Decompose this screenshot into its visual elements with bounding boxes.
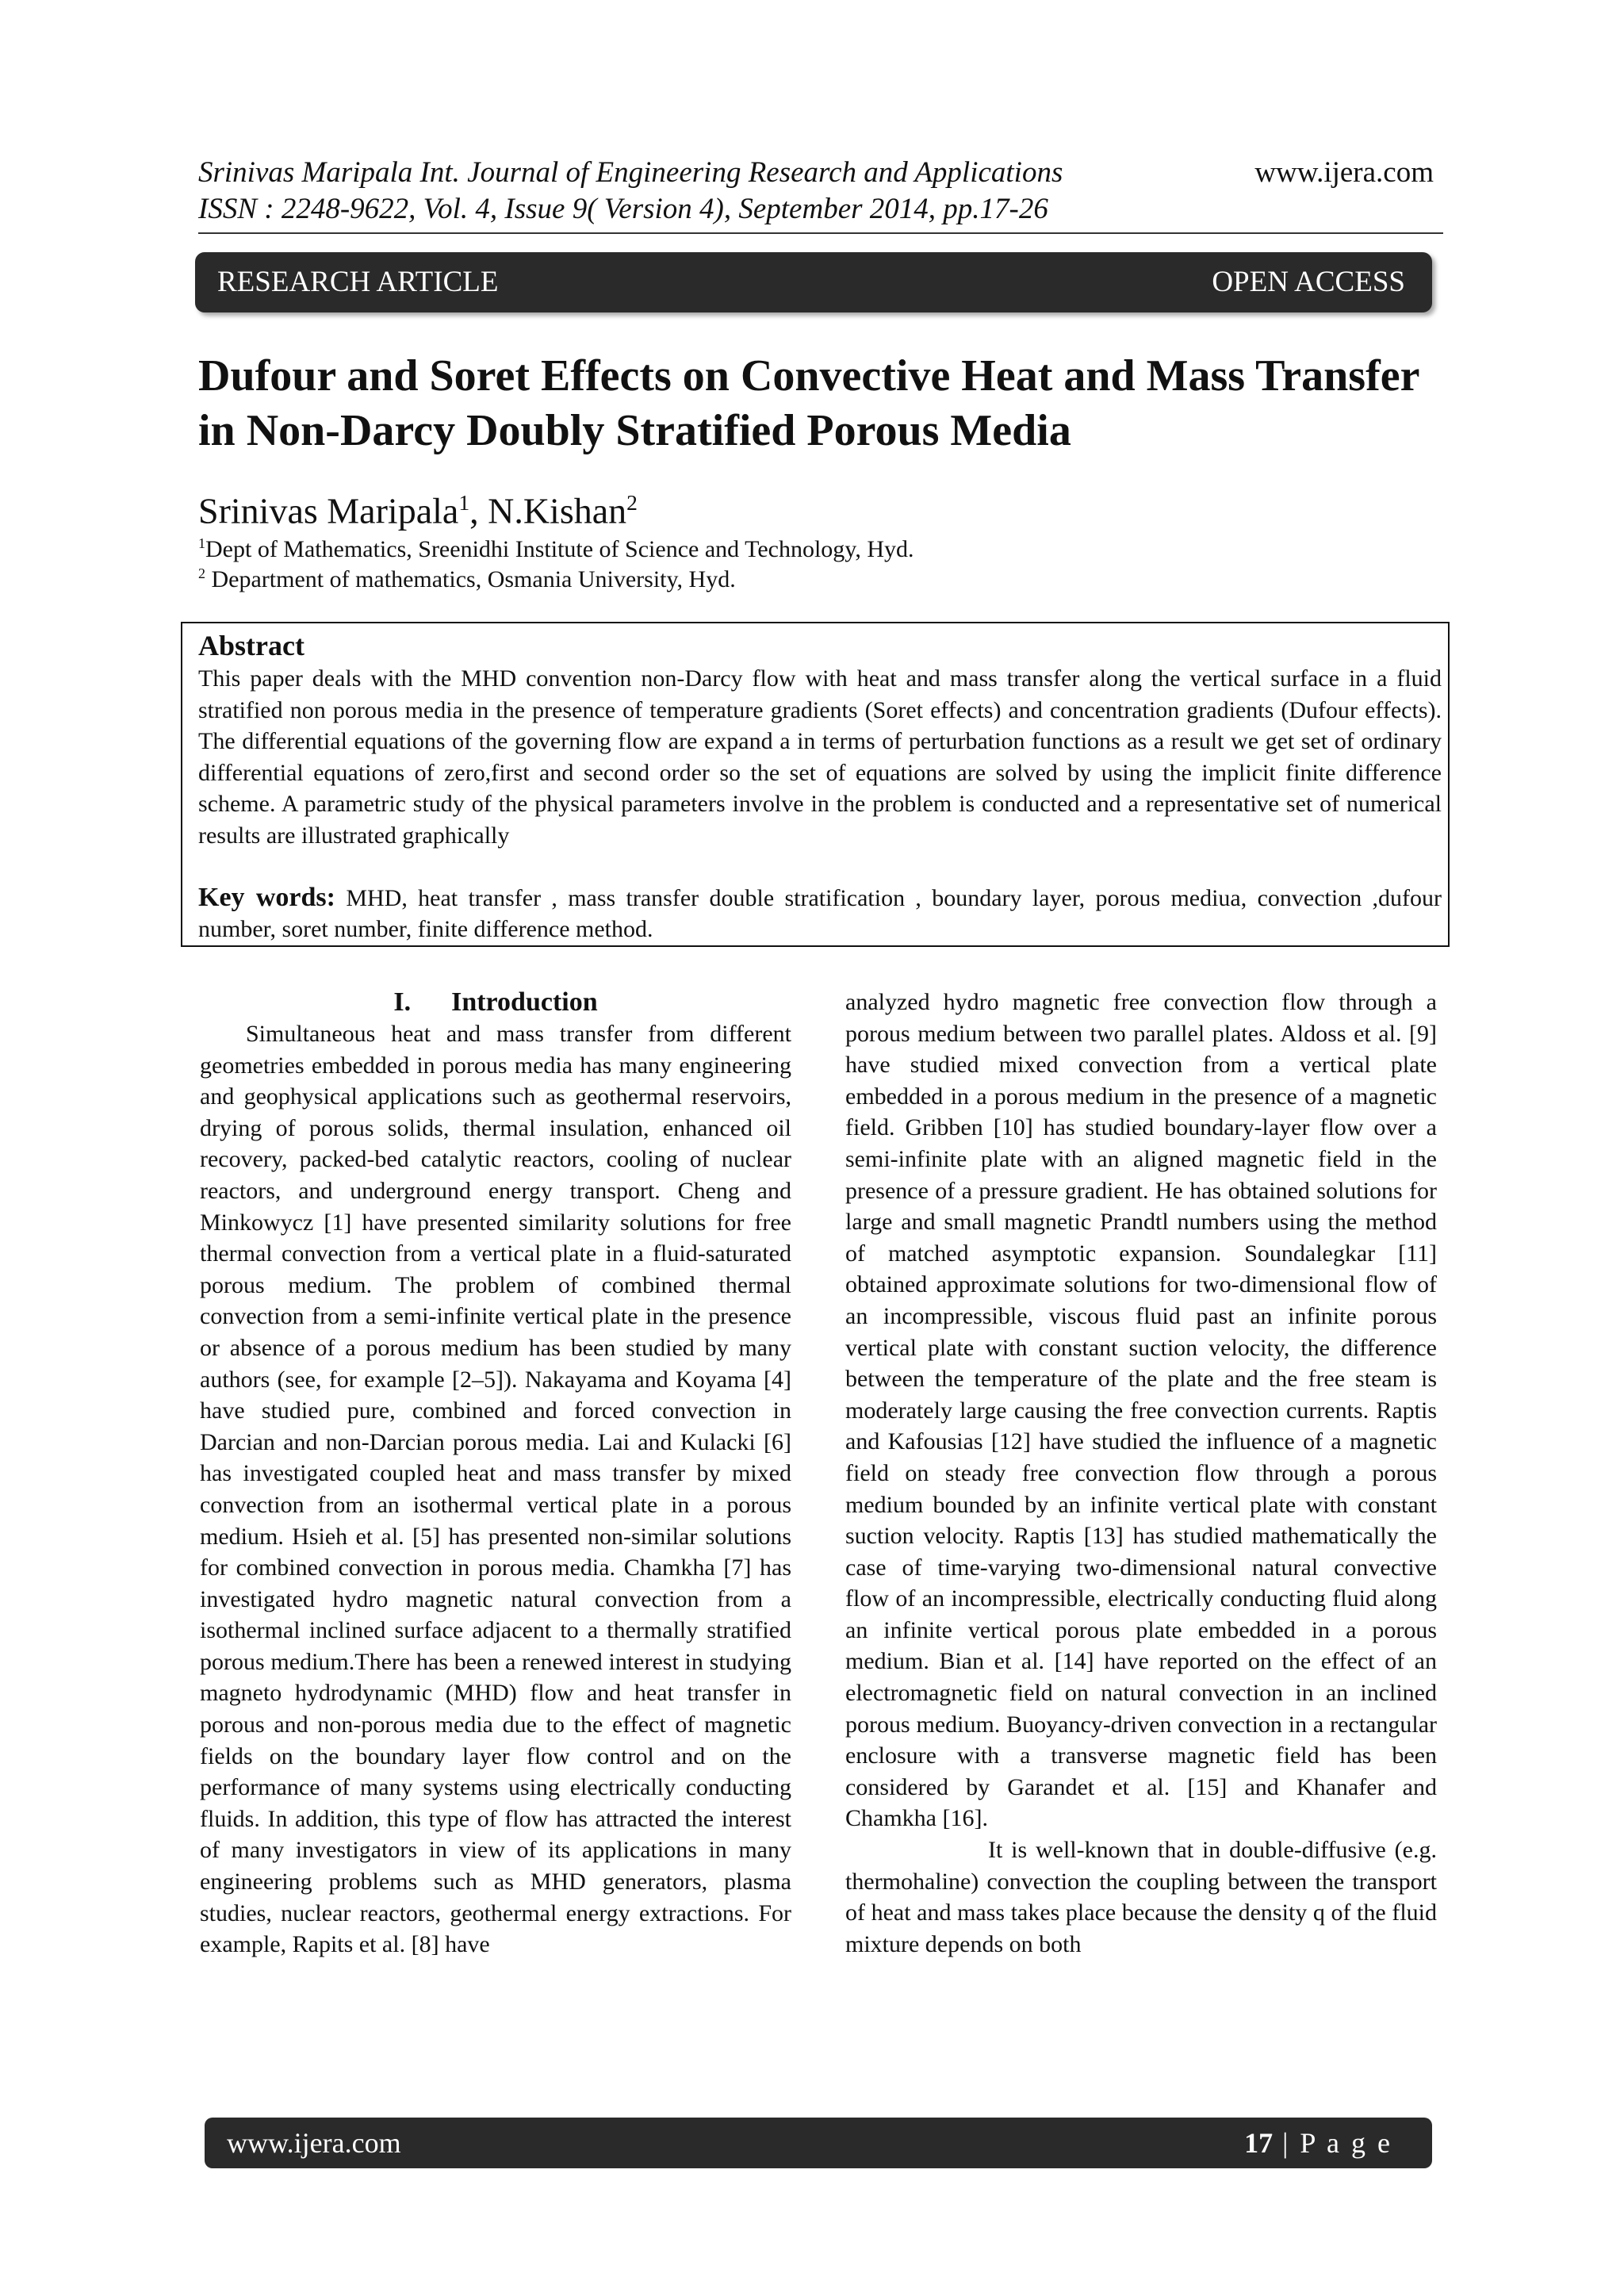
abstract-text: This paper deals with the MHD convention non-Darcy flow with heat and mass transfer along the vertical surface in a fluid stratified non porous media in the presence of temperature gradients (Soret effects) and concentration gradients (Dufour effects). The differential equations of the governing flow are expand a in terms of perturbation functions as a result we get set of ordinary differential equations of zero,first and second order so the set of equations are solved by using the implicit finite difference scheme. A parametric study of the physical parameters involve in the problem is conducted and a representative set of numerical results are illustrated graphically	[198, 665, 1442, 849]
intro-paragraph-1-continued: analyzed hydro magnetic free convection flow through a porous medium between two parallel plates. Aldoss et al. [9] have studied mixed convection from a vertical plate embedded in a porous medium in the presence of a magnetic field. Gribben [10] has studied boundary-layer flow over a semi-infinite plate with an aligned magnetic field in the presence of a pressure gradient. He has obtained solutions for large and small magnetic Prandtl numbers using the method of matched asymptotic expansion. Soundalegkar [11] obtained approximate solutions for two-dimensional flow of an incompressible, viscous fluid past an infinite porous vertical plate with constant suction velocity, the difference between the temperature of the plate and the free steam is moderately large causing the free convection currents. Raptis and Kafousias [12] have studied the influence of a magnetic field on steady free convection flow through a porous medium bounded by an infinite vertical plate with constant suction velocity. Raptis [13] has studied mathematically the case of time-varying two-dimensional natural convective flow of an incompressible, electrically conducting fluid along an infinite vertical porous plate embedded in a porous medium. Bian et al. [14] have reported on the effect of an electromagnetic field on natural convection in an inclined porous medium. Buoyancy-driven convection in a rectangular enclosure with a transverse magnetic field has been considered by Garandet et al. [15] and Khanafer and Chamkha [16].	[845, 989, 1437, 1832]
open-access-label: OPEN ACCESS	[1212, 266, 1405, 298]
affiliation-1-mark: 1	[198, 535, 205, 551]
article-type-banner	[195, 252, 1432, 312]
intro-paragraph-1: Simultaneous heat and mass transfer from different geometries embedded in porous media has many engineering and geophysical applications such as geothermal reservoirs, drying of porous solids, thermal insulation, enhanced oil recovery, packed-bed catalytic reactors, cooling of nuclear reactors, and underground energy transport. Cheng and Minkowycz [1] have presented similarity solutions for free thermal convection from a vertical plate in a fluid-saturated porous medium. The problem of combined thermal convection from a semi-infinite vertical plate in the presence or absence of a porous medium has been studied by many authors (see, for example [2–5]). Nakayama and Koyama [4] have studied pure, combined and forced convection in Darcian and non-Darcian porous media. Lai and Kulacki [6] has investigated coupled heat and mass transfer by mixed convection from an isothermal vertical plate in a porous medium. Hsieh et al. [5] has presented non-similar solutions for combined convection in porous media. Chamkha [7] has investigated hydro magnetic natural convection from a isothermal inclined surface adjacent to a thermally stratified porous medium.There has been a renewed interest in studying magneto hydrodynamic (MHD) flow and heat transfer in porous and non-porous media due to the effect of magnetic fields on the boundary layer flow control and on the performance of many systems using electrically conducting fluids. In addition, this type of flow has attracted the interest of many investigators in view of its applications in many engineering problems such as MHD generators, plasma studies, nuclear reactors, geothermal energy extractions. For example, Rapits et al. [8] have	[200, 1021, 791, 1958]
keywords-text: MHD, heat transfer , mass transfer double stratification , boundary layer, porous mediua, convection ,dufour number, soret number, finite difference method.	[198, 885, 1442, 942]
journal-website[interactable]: www.ijera.com	[1254, 156, 1434, 189]
page-label: | P a g e	[1273, 2127, 1392, 2159]
header-rule	[198, 232, 1443, 234]
keywords	[198, 882, 1442, 945]
page-footer	[205, 2118, 1432, 2168]
title-line-2: in Non-Darcy Doubly Stratified Porous Media	[198, 406, 1071, 455]
author-1-affiliation-mark: 1	[458, 490, 470, 515]
author-2: N.Kishan	[488, 490, 627, 531]
abstract-box	[181, 622, 1450, 947]
affiliation-2	[198, 558, 736, 595]
intro-paragraph-2: It is well-known that in double-diffusive (e.g. thermohaline) convection the coupling between the transport of heat and mass takes place because the density q of the fluid mixture depends on both	[845, 1837, 1437, 1957]
author-separator: ,	[469, 490, 488, 531]
author-1: Srinivas Maripala	[198, 490, 459, 531]
research-article-label: RESEARCH ARTICLE	[217, 266, 499, 298]
page-number: 17	[1244, 2127, 1274, 2159]
paper-title	[198, 349, 1467, 458]
affiliation-1-text: Dept of Mathematics, Sreenidhi Institute of Science and Technology, Hyd.	[205, 536, 914, 562]
title-line-1: Dufour and Soret Effects on Convective Heat and Mass Transfer	[198, 351, 1420, 401]
affiliation-2-text: Department of mathematics, Osmania University, Hyd.	[205, 566, 736, 592]
keywords-label: Key words:	[198, 883, 335, 912]
footer-website[interactable]: www.ijera.com	[227, 2127, 401, 2159]
right-column	[845, 987, 1437, 1960]
left-column	[200, 987, 791, 1961]
author-2-affiliation-mark: 2	[626, 490, 638, 515]
journal-citation: Srinivas Maripala Int. Journal of Engineering Research and Applications	[198, 156, 1063, 189]
page-indicator	[1244, 2126, 1392, 2160]
abstract-heading: Abstract	[198, 630, 304, 661]
author-list	[198, 481, 638, 533]
issn-line: ISSN : 2248-9622, Vol. 4, Issue 9( Version 4), September 2014, pp.17-26	[198, 193, 1048, 225]
affiliation-2-mark: 2	[198, 565, 205, 581]
section-heading-introduction: I. Introduction	[393, 987, 598, 1017]
journal-header	[198, 155, 1063, 228]
